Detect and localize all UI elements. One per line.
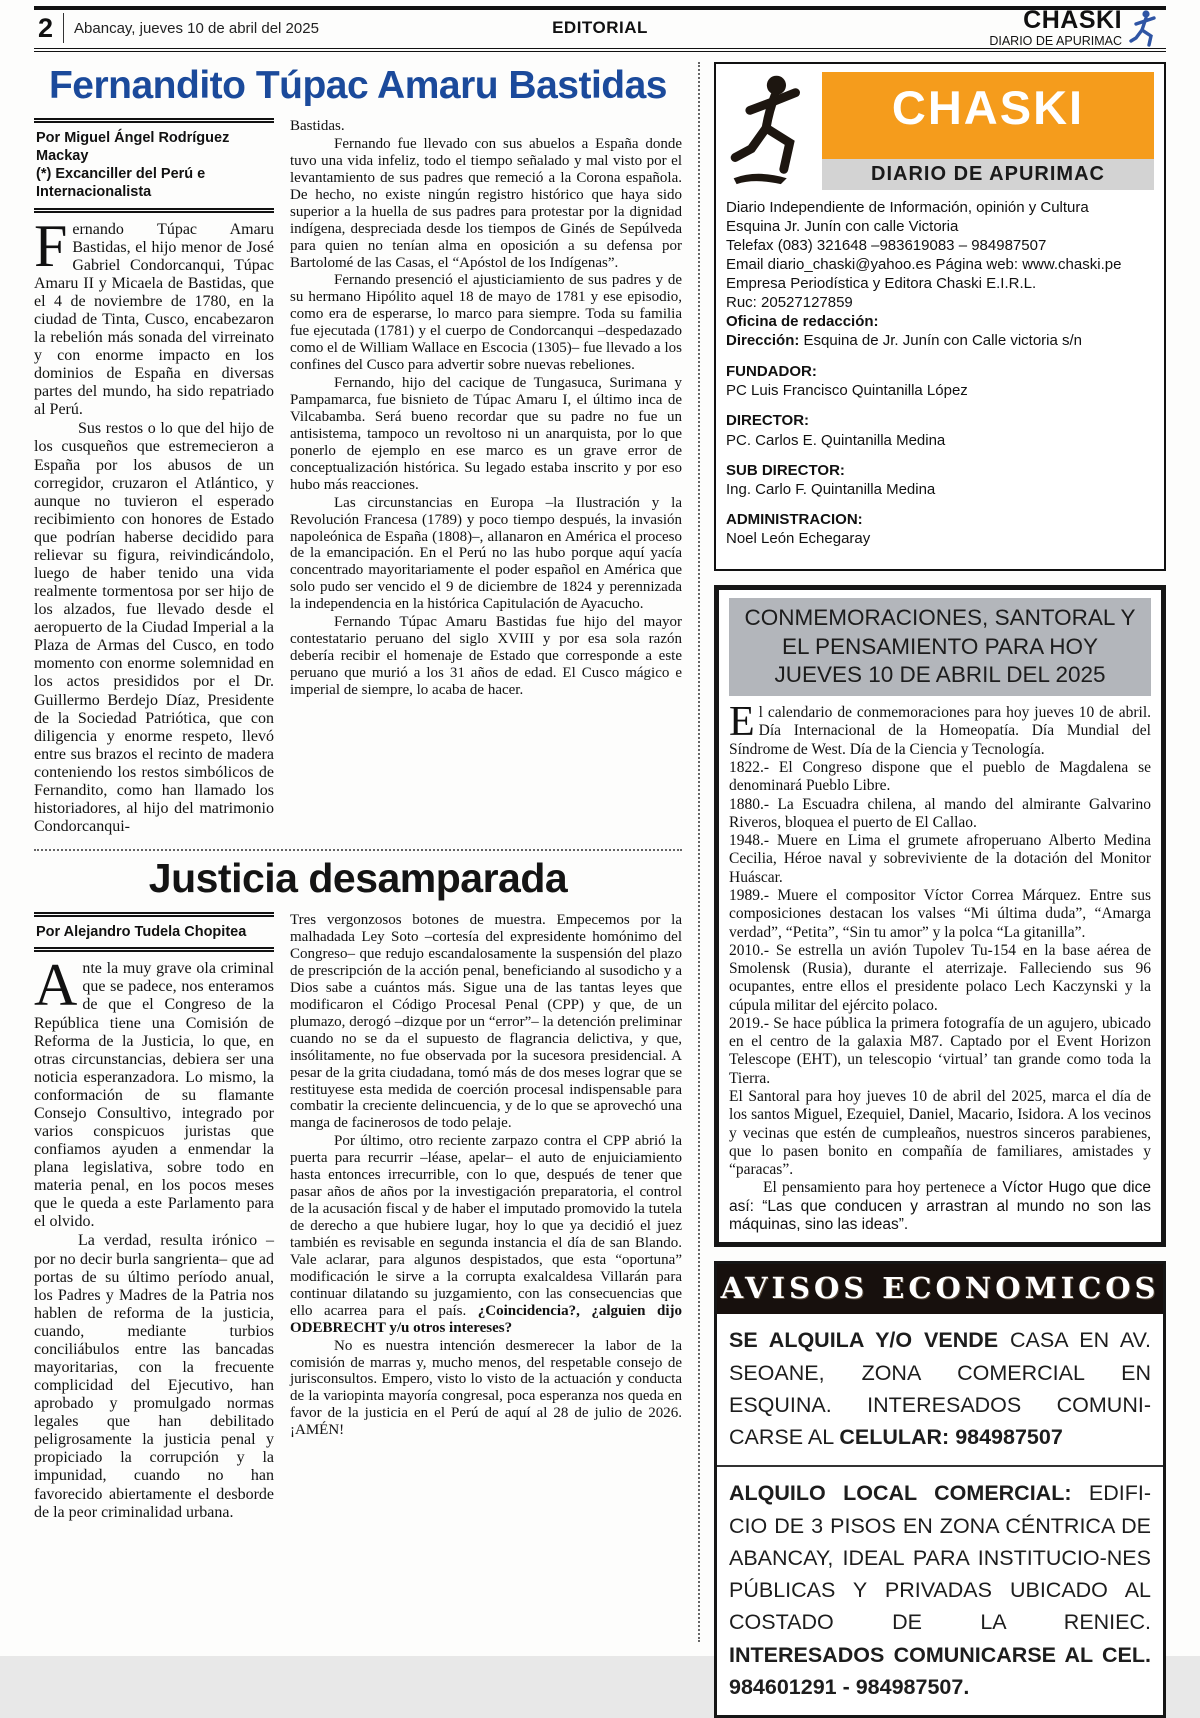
article2-paragraph-bold: ¿Coincidencia?, ¿alguien dijo ODEBRECHT y/u otros intereses? xyxy=(290,1302,682,1336)
article1-column-2 xyxy=(290,118,682,837)
article1-byline-box xyxy=(34,118,274,213)
dropcap-letter: E xyxy=(729,699,755,746)
staff-role xyxy=(726,411,1154,449)
commem-santoral: El Santoral para hoy jueves 10 de abril del 2025, marca el día de los santos Miguel, Ezequiel, Daniel, Macario, Isidora. A los vecinos y vecinas que estén de cumpleaños, nuestros sinceros parabienes, que lo pasen bonito en compañía de familiares, amistades y “paracas”. xyxy=(729,1088,1151,1179)
article2-body xyxy=(34,912,682,1523)
role-label: DIRECTOR: xyxy=(726,412,810,430)
info-line: Telefax (083) 321648 –983619083 – 984987507 xyxy=(726,237,1047,255)
commemorations-title: CONMEMORACIONES, SANTORAL Y EL PENSAMIENTO PARA HOY JUEVES 10 DE ABRIL DEL 2025 xyxy=(729,598,1151,696)
dropcap-letter: A xyxy=(34,952,78,1019)
header-divider xyxy=(63,13,64,43)
page-number: 2 xyxy=(38,12,54,43)
staff-role xyxy=(726,510,1154,548)
role-label: SUB DIRECTOR: xyxy=(726,461,845,479)
chaski-runner-icon xyxy=(1128,8,1162,48)
thought-lead: El pensamiento para hoy pertenece a xyxy=(763,1179,1003,1197)
ad-text xyxy=(729,1477,1151,1703)
header-brand xyxy=(787,8,1162,48)
ad-body: CASA EN AV. SEOANE, ZONA COMERCIAL EN ESQUINA. INTERESADOS COMUNI-CARSE AL xyxy=(729,1328,1151,1450)
address-value: Esquina de Jr. Junín con Calle victoria s/n xyxy=(803,332,1083,350)
brand-logo-name: CHASKI xyxy=(822,72,1154,159)
info-line: Email diario_chaski@yahoo.es Página web: www.chaski.pe xyxy=(726,256,1122,274)
ad-bold-lead: SE ALQUILA Y/O VENDE xyxy=(729,1328,999,1353)
classified-ads-title: AVISOS ECONOMICOS xyxy=(717,1264,1163,1314)
article2-paragraph: No es nuestra intención desmerecer la labor de la comisión de marras y, mucho menos, del respetable consejo de jurisconsultos. Empero, visto lo visto de la actuación y conducta de la variopinta mayoría congresal, poca esperanza nos queda en favor de la justicia en el Perú de aquí al 28 de julio de 2026. ¡AMÉN! xyxy=(290,1337,682,1439)
article1-paragraph: Fernando Túpac Amaru Bastidas fue hijo del mayor contestatario peruano del siglo XVIII y por esa sola razón debería recibir el homenaje de Estado que corresponde a este peruano que murió a los 31 años de edad. El Cusco mágico e imperial de siempre, lo acaba de hacer. xyxy=(290,614,682,698)
article1-column-1 xyxy=(34,118,274,837)
commem-thought xyxy=(729,1179,1151,1234)
commem-event: 1822.- El Congreso dispone que el pueblo de Magdalena se denominará Pueblo Libre. xyxy=(729,758,1151,795)
commem-event: 1989.- Muere el compositor Víctor Correa Márquez. Entre sus composiciones destacan los valses “Mi última duda”, “Amarga verdad”, “Petita”, “Sin tu amor” y la polca “La gitanilla”. xyxy=(729,886,1151,941)
brand-subtitle: DIARIO DE APURIMAC xyxy=(989,34,1123,49)
article2-byline: Por Alejandro Tudela Chopitea xyxy=(36,924,247,941)
article2-paragraph xyxy=(290,1133,682,1336)
brand-logo xyxy=(726,72,1154,190)
brand-logo-text-block xyxy=(822,72,1154,190)
articles-zone xyxy=(34,62,682,1642)
article1-paragraph-text: ernando Túpac Amaru Bastidas, el hijo menor de José Gabriel Condorcanqui, Túpac Amaru II y Micaela de Bastidas, que el 4 de noviembre de 1780, en la ciudad de Tinta, Cusco, encabezaron la rebelión más sonada del virreinato y con enorme impacto en los dominios de España en diversas partes del mundo, ha sido repatriado al Perú. xyxy=(34,220,274,419)
article1-paragraph: Fernando, hijo del cacique de Tungasuca, Surimana y Pampamarca, fue bisnieto de Túpac Amaru I, el último inca de Vilcabamba. Será bueno recordar que su padre no fue un antisistema, tampoco un revoltoso ni un anarquista, por lo que ponerlo de ejemplo en ese marco es un grave error de conceptualización histórica. Su legado estaba inscrito y por eso hubo más reacciones. xyxy=(290,375,682,493)
article1-paragraph xyxy=(34,212,274,420)
commem-event: 1880.- La Escuadra chilena, al mando del almirante Galvarino Riveros, bloquea el puerto de El Callao. xyxy=(729,795,1151,831)
role-name: PC. Carlos E. Quintanilla Medina xyxy=(726,431,946,449)
info-line: Diario Independiente de Información, opinión y Cultura xyxy=(726,199,1089,216)
article2-paragraph: Tres vergonzosos botones de muestra. Empecemos por la malhadada Ley Soto –cortesía del expresidente homónimo del Congreso– que redujo escandalosamente la suspensión del plazo de prescripción de la acción penal, beneficiando al susodicho y a Dios sabe a cuántos más. Sigue una de las tantas leyes que modificaron el Código Procesal Penal (CPP) y que, de un plumazo, derogó –dizque por un “error”– la detención preliminar cuando no se da el supuesto de flagrancia delictiva, y que, insólitamente, no fue observada por la sucesora presidencial. A pesar de la grita ciudadana, tomó más de dos meses lograr que se restituyese esta medida de coerción procesal indispensable para combatir la creciente delincuencia, y de lo que se aprovechó una manga de facinerosos de todo pelaje. xyxy=(290,912,682,1132)
role-label: FUNDADOR: xyxy=(726,363,817,381)
info-line: Empresa Periodística y Editora Chaski E.I.R.L. xyxy=(726,275,1037,293)
article2-byline-box xyxy=(34,912,274,952)
classified-ad xyxy=(717,1314,1163,1465)
article1-paragraph: Bastidas. xyxy=(290,118,345,134)
brand-text xyxy=(989,8,1122,48)
article1-paragraph: Fernando presenció el ajusticiamiento de sus padres y de su hermano Hipólito aquel 18 de mayo de 1781 y ese episodio, como era de esperarse, lo marco para siempre. Toda su familia fue ejecutada (1781) y el cuerpo de Condorcanqui –despedazado como el de William Wallace en Escocia (1305)– fue llevado a los confines del Cusco para advertir sobre nuevas rebeliones. xyxy=(290,272,682,374)
article1-paragraph: Fernando fue llevado con sus abuelos a España donde tuvo una vida infeliz, todo el tiempo señalado y mal visto por el levantamiento de sus padres que remeció a la Corona española. De hecho, no existe ningún registro histórico que haya sido superior a la huella de sus padres para protestar por la dignidad indígena, despreciada desde los tiempos de Ginés de Sepúlveda para quien no tenían alma en oposición a su defensa por Bartolomé de las Casas, el “Apóstol de los Indígenas”. xyxy=(290,135,682,271)
staff-roles xyxy=(726,362,1154,547)
classified-ad xyxy=(717,1467,1163,1715)
brand-name: CHASKI xyxy=(1023,6,1123,35)
ad-text xyxy=(729,1324,1151,1453)
article2-paragraph: La verdad, resulta irónico –por no decir burla sangrienta– que ad portas de su último período anual, los Padres y Madres de la Patria nos hablen de reforma de la justicia, cuando, mediante turbios conciliábulos entre las bancadas mayoritarias, con la frecuente complicidad del Ejecutivo, han aprobado y promulgado normas legales que han debilitado peligrosamente la justicia penal y propiciado la corrupción y la impunidad, cuando no han favorecido abiertamente el desborde de la peor criminalidad urbana. xyxy=(34,1232,274,1521)
commem-event: 2010.- Se estrella un avión Tupolev Tu-154 en la base aérea de Smolensk (Rusia), durante el aterrizaje. Falleciendo sus 96 ocupantes, entre ellos el presidente polaco Lech Kaczynski y la cúpula militar del ejército polaco. xyxy=(729,941,1151,1014)
page-content xyxy=(34,62,1166,1699)
article1-byline-role: (*) Excanciller del Perú e Internacionalista xyxy=(36,166,206,201)
edition-date: Abancay, jueves 10 de abril del 2025 xyxy=(74,19,319,37)
role-label: ADMINISTRACION: xyxy=(726,510,863,528)
ad-body: EDIFI-CIO DE 3 PISOS EN ZONA CÉNTRICA DE ABANCAY, IDEAL PARA INSTITUCIO-NES PÚBLICAS Y PRIVADAS UBICADO AL COSTADO DE LA RENIEC. xyxy=(729,1481,1151,1635)
article2-paragraph-text: nte la muy grave ola criminal que se padece, nos enteramos de que el Congreso de la República tiene una Comisión de Reforma de la Justicia, lo que, en otras circunstancias, debiera ser una noticia esperanzadora. Lo mismo, la conformación de su flamante Consejo Consultivo, integrado por varios conspicuos juristas que confiamos ayuden a enmendar la plana legislativa, sobre todo en materia penal, en los pocos meses que le queda a este Parlamento para el olvido. xyxy=(34,960,274,1231)
role-name: PC Luis Francisco Quintanilla López xyxy=(726,382,968,400)
ground-shadow xyxy=(734,174,787,184)
commemorations-body xyxy=(729,699,1151,1234)
address-line xyxy=(726,331,1154,350)
office-label: Oficina de redacción: xyxy=(726,313,879,331)
article2-column-1 xyxy=(34,912,274,1523)
articles-separator xyxy=(34,849,682,851)
commem-intro xyxy=(729,699,1151,759)
staff-role xyxy=(726,461,1154,499)
chaski-runner-illustration xyxy=(726,72,818,190)
article2-headline: Justicia desamparada xyxy=(148,855,568,902)
staff-role xyxy=(726,362,1154,400)
commem-intro-text: l calendario de conmemoraciones para hoy jueves 10 de abril. Día Internacional de la Homeopatía. Día Mundial del Síndrome de West. Día de la Ciencia y Tecnología. xyxy=(729,704,1151,758)
info-line: Ruc: 20527127859 xyxy=(726,294,853,312)
article2-paragraph-text: Por último, otro reciente zarpazo contra el CPP abrió la puerta para recurrir –léase, apelar– el auto de enjuiciamiento hasta entonces irrecurrible, con lo que, después de tener que pasar años de años por la investigación preparatoria, el control de la acusación fiscal y de haber el imputado promovido la tutela de derecho a que hubiere lugar, hoy lo que ya decidió el juez también es revisable en segunda instancia el día de san Blando. Vale aclarar, para algunos despistados, que esta “oportuna” modificación le sirve a la corrupta exalcaldesa Villarán para continuar dilatando su juzgamiento, con las consecuencias que ello acarrea para el país. xyxy=(290,1133,682,1319)
masthead-info-box xyxy=(714,62,1166,571)
ad-bold-contact: CELULAR: 984987507 xyxy=(839,1425,1063,1450)
article1-paragraph: Sus restos o lo que del hijo de los cusqueños que estremecieron a España por los abusos de un corregidor, cruzaron el Atlántico, y aunque no tuvieron el esperado recibimiento con honores de Estado que podrían haberse decidido para relievar su figura, reivindicándolo, luego de haber tenido una vida realmente tormentosa por ser hijo de los alzados, fue llevado desde el aeropuerto de la Ciudad Imperial a la Plaza de Armas del Cusco, en todo momento con enorme solemnidad en los actos presididos por el Dr. Guillermo Berdejo Díaz, Presidente de la Sociedad Patriótica, que con diligencia y enorme respeto, llevó entre sus brazos el recinto de madera conteniendo los restos simbólicos de Fernandito, como han llamado los historiadores, al hijo del matrimonio Condorcanqui- xyxy=(34,420,274,836)
info-line: Esquina Jr. Junín con calle Victoria xyxy=(726,218,959,236)
address-label: Dirección: xyxy=(726,332,800,350)
article2-column-2 xyxy=(290,912,682,1523)
ad-bold-lead: ALQUILO LOCAL COMERCIAL: xyxy=(729,1481,1072,1506)
brand-logo-subtitle: DIARIO DE APURIMAC xyxy=(822,159,1154,190)
article1-byline: Por Miguel Ángel Rodríguez Mackay xyxy=(36,130,230,165)
article2-paragraph xyxy=(34,952,274,1231)
header-left xyxy=(38,13,413,44)
section-title: EDITORIAL xyxy=(552,18,648,37)
ad-bold-contact: INTERESADOS COMUNICARSE AL CEL. 984601291 - 984987507. xyxy=(729,1642,1151,1699)
publication-info xyxy=(726,198,1154,350)
role-name: Ing. Carlo F. Quintanilla Medina xyxy=(726,480,936,498)
page-header xyxy=(34,6,1166,52)
commem-event: 2019.- Se hace pública la primera fotografía de un agujero, ubicado en el centro de la galaxia M87. Captado por el Event Horizon Telescope (EHT), un telescopio ‘virtual’ tan grande como toda la Tierra. xyxy=(729,1014,1151,1087)
dropcap-letter: F xyxy=(34,212,68,279)
classified-ads-box xyxy=(714,1261,1166,1718)
right-column xyxy=(698,62,1166,1699)
commem-event: 1948.- Muere en Lima el grumete afroperuano Alberto Medina Cecilia, Héroe naval y sobreviviente de la dotación del Monitor Huáscar. xyxy=(729,832,1151,886)
role-name: Noel León Echegaray xyxy=(726,529,871,547)
thought-quote: Víctor Hugo que dice así: “Las que conducen y arrastran al mundo no son las máquinas, sino las ideas”. xyxy=(729,1179,1151,1234)
article1-headline: Fernandito Túpac Amaru Bastidas xyxy=(48,64,667,107)
article1-paragraph: Las circunstancias en Europa –la Ilustración y la Revolución Francesa (1789) y poco tiempo después, la invasión napoleónica de España (1808)–, allanaron en América el proceso de la emancipación. En el Perú no las hubo porque aquí yacía concentrado mayoritariamente el poder español en América que solo pudo ser vencido el 9 de diciembre de 1824 y perennizada la independencia en la histórica Capitulación de Ayacucho. xyxy=(290,494,682,613)
commemorations-box xyxy=(714,585,1166,1248)
article1-body xyxy=(34,118,682,837)
